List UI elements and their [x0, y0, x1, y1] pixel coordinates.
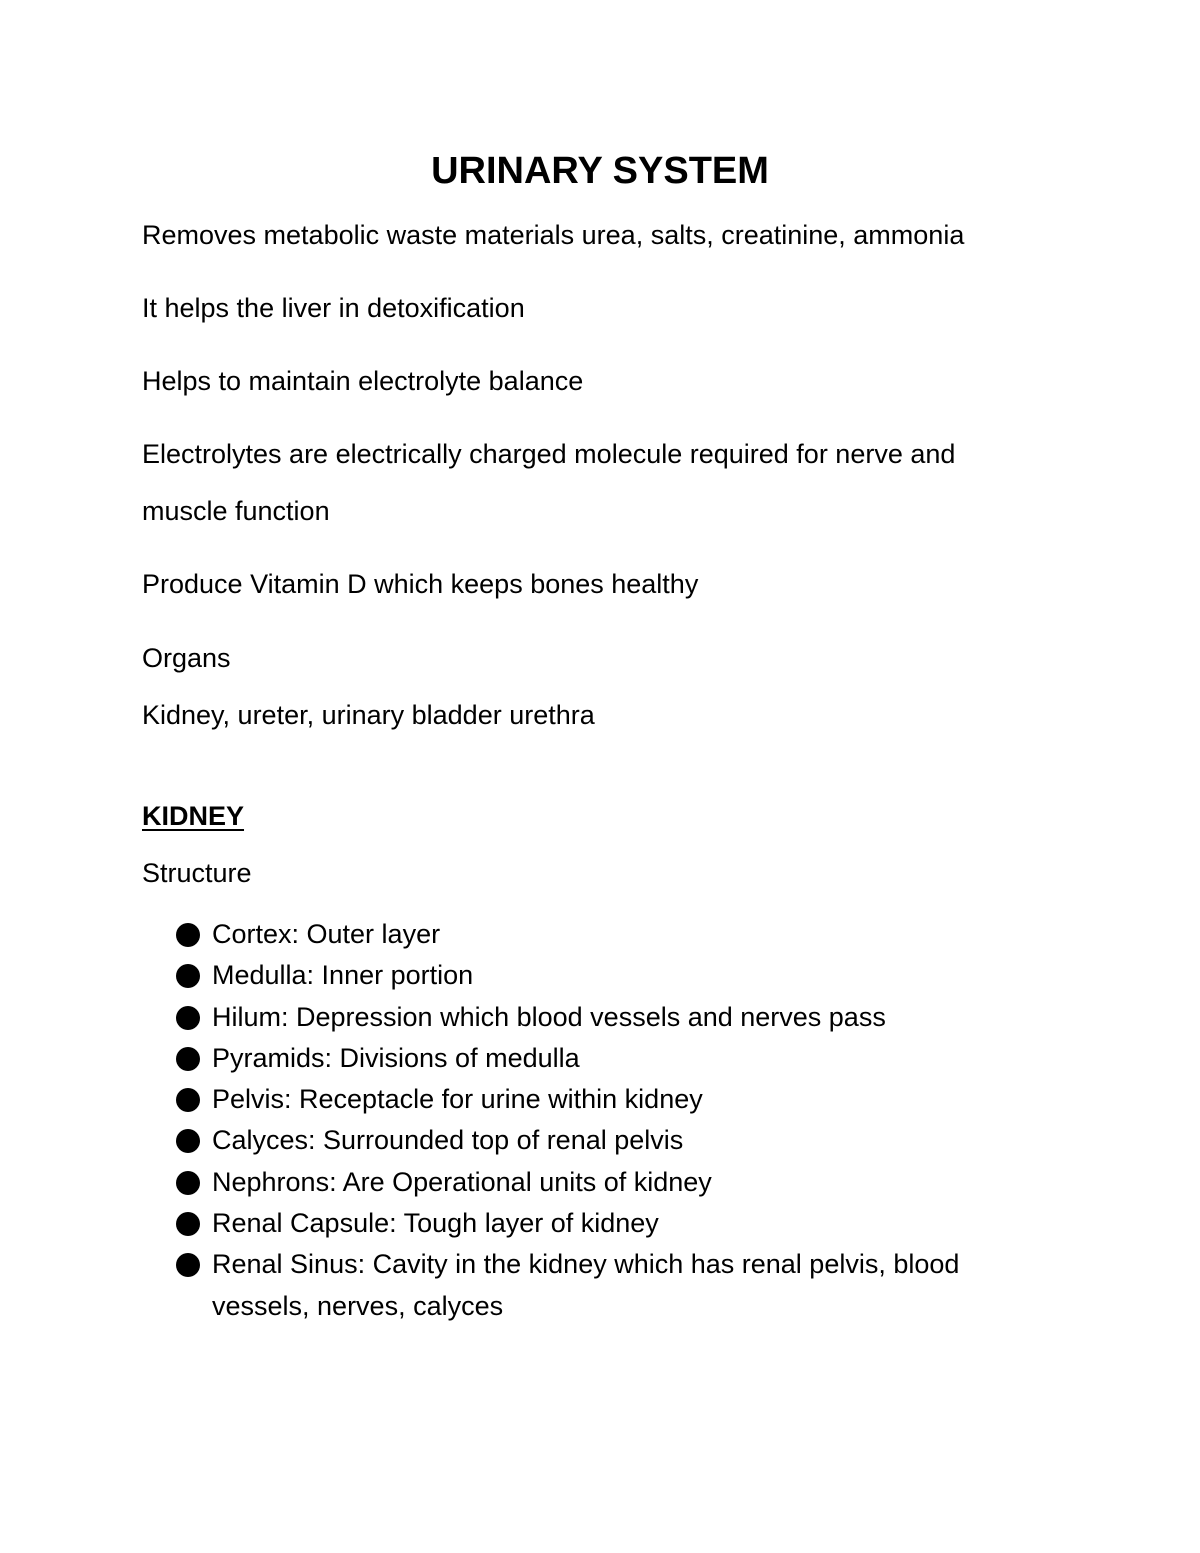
bullet-icon — [176, 1212, 200, 1236]
bullet-icon — [176, 1047, 200, 1071]
paragraph-vitamin-d: Produce Vitamin D which keeps bones healthy — [142, 569, 699, 599]
organs-label: Organs — [142, 643, 231, 673]
bullet-icon — [176, 1253, 200, 1277]
kidney-structure-list — [176, 914, 1052, 1327]
list-item: Pelvis: Receptacle for urine within kidney — [176, 1079, 1052, 1120]
paragraph-electrolytes-def-1: Electrolytes are electrically charged molecule required for nerve and — [142, 439, 956, 469]
paragraph-electrolyte-balance: Helps to maintain electrolyte balance — [142, 366, 584, 396]
bullet-icon — [176, 1006, 200, 1030]
list-item: Nephrons: Are Operational units of kidney — [176, 1162, 1052, 1203]
list-item: Cortex: Outer layer — [176, 914, 1052, 955]
list-item: Renal Sinus: Cavity in the kidney which has renal pelvis, blood vessels, nerves, calyces — [176, 1244, 1052, 1327]
list-item: Pyramids: Divisions of medulla — [176, 1038, 1052, 1079]
paragraph-electrolytes-def-2: muscle function — [142, 496, 330, 526]
bullet-icon — [176, 1088, 200, 1112]
list-item: Renal Capsule: Tough layer of kidney — [176, 1203, 1052, 1244]
list-item: Medulla: Inner portion — [176, 955, 1052, 996]
list-item: Calyces: Surrounded top of renal pelvis — [176, 1120, 1052, 1161]
bullet-icon — [176, 1171, 200, 1195]
kidney-heading: KIDNEY — [142, 801, 245, 831]
paragraph-waste: Removes metabolic waste materials urea, salts, creatinine, ammonia — [142, 220, 965, 250]
list-item: Hilum: Depression which blood vessels and nerves pass — [176, 997, 1052, 1038]
paragraph-detox: It helps the liver in detoxification — [142, 293, 525, 323]
organs-list: Kidney, ureter, urinary bladder urethra — [142, 700, 595, 730]
bullet-icon — [176, 964, 200, 988]
page-title: URINARY SYSTEM — [431, 150, 769, 192]
bullet-icon — [176, 1129, 200, 1153]
bullet-icon — [176, 923, 200, 947]
structure-subheading: Structure — [142, 858, 252, 888]
